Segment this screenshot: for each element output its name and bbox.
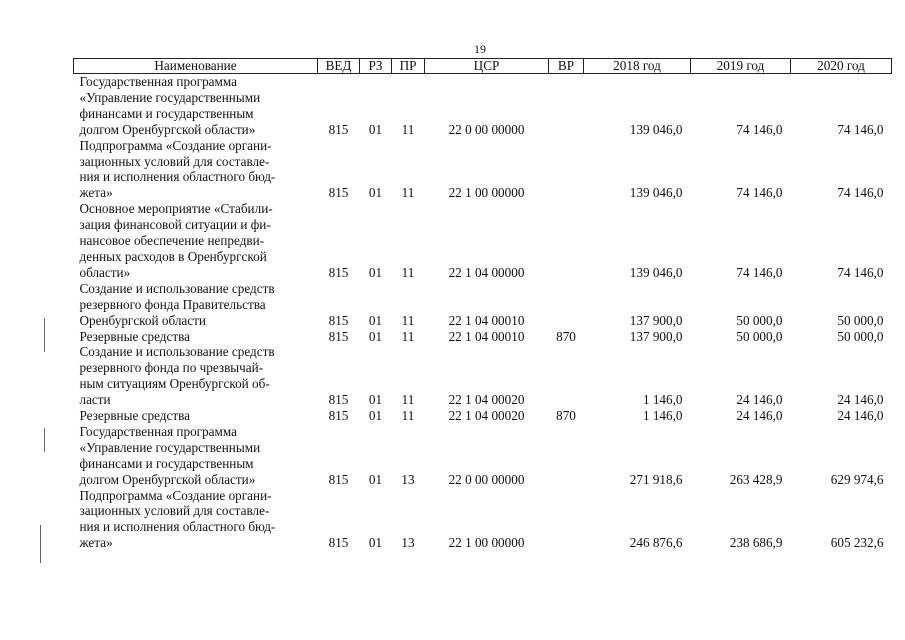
name-line: долгом Оренбургской области» bbox=[79, 121, 256, 137]
cell-csr: 22 0 00 00000 bbox=[448, 121, 525, 137]
cell-2019: 74 146,0 bbox=[736, 264, 783, 280]
name-line: Государственная программа bbox=[79, 74, 237, 89]
cell-pr: 11 bbox=[401, 185, 415, 201]
cell-rz: 01 bbox=[368, 328, 383, 344]
cell-2020: 74 146,0 bbox=[837, 185, 884, 201]
cell-pr: 11 bbox=[401, 312, 415, 328]
cell-ved: 815 bbox=[328, 328, 349, 344]
cell-2018: 139 046,0 bbox=[629, 264, 683, 280]
table-row bbox=[74, 424, 892, 488]
cell-name bbox=[74, 74, 318, 138]
cell-2019: 50 000,0 bbox=[736, 328, 783, 344]
cell-name bbox=[74, 201, 318, 281]
table-row bbox=[74, 138, 892, 202]
name-line: Создание и использование средств bbox=[79, 280, 275, 296]
name-line: Резервные средства bbox=[79, 408, 190, 424]
cell-ved: 815 bbox=[328, 121, 349, 137]
cell-2020: 74 146,0 bbox=[837, 121, 884, 137]
name-line: нансовое обеспечение непредви- bbox=[79, 233, 265, 249]
cell-pr: 11 bbox=[401, 264, 415, 280]
header-ved: ВЕД bbox=[318, 59, 360, 74]
cell-ved: 815 bbox=[328, 392, 349, 408]
cell-2020: 50 000,0 bbox=[837, 328, 884, 344]
cell-2018: 139 046,0 bbox=[629, 185, 683, 201]
cell-csr: 22 1 00 00000 bbox=[448, 535, 525, 551]
cell-2019: 50 000,0 bbox=[736, 312, 783, 328]
cell-2020: 629 974,6 bbox=[830, 471, 884, 487]
cell-csr: 22 1 04 00000 bbox=[448, 264, 525, 280]
cell-vr bbox=[549, 281, 584, 329]
cell-rz: 01 bbox=[368, 312, 383, 328]
cell-name bbox=[74, 344, 318, 408]
cell-csr: 22 1 04 00020 bbox=[448, 392, 525, 408]
name-line: финансами и государственным bbox=[79, 455, 254, 471]
cell-csr: 22 0 00 00000 bbox=[448, 471, 525, 487]
cell-rz: 01 bbox=[368, 535, 383, 551]
cell-2020: 50 000,0 bbox=[837, 312, 884, 328]
name-line: ния и исполнения областного бюд- bbox=[79, 169, 276, 185]
cell-vr: 870 bbox=[556, 328, 576, 344]
table-row bbox=[74, 74, 892, 138]
cell-2018: 139 046,0 bbox=[629, 121, 683, 137]
cell-vr bbox=[549, 201, 584, 281]
cell-vr: 870 bbox=[556, 408, 576, 424]
name-line: Подпрограмма «Создание органи- bbox=[79, 487, 272, 503]
cell-ved: 815 bbox=[328, 535, 349, 551]
cell-vr bbox=[549, 424, 584, 488]
table-row bbox=[74, 329, 892, 345]
cell-rz: 01 bbox=[368, 121, 383, 137]
cell-2020: 74 146,0 bbox=[837, 264, 884, 280]
table-header-row bbox=[74, 59, 892, 74]
budget-table bbox=[73, 58, 892, 551]
cell-2018: 1 146,0 bbox=[642, 408, 683, 424]
cell-rz: 01 bbox=[368, 408, 383, 424]
table-row bbox=[74, 488, 892, 552]
cell-2020: 24 146,0 bbox=[837, 408, 884, 424]
cell-rz: 01 bbox=[368, 185, 383, 201]
cell-ved: 815 bbox=[328, 264, 349, 280]
cell-name bbox=[74, 488, 318, 552]
name-line: ния и исполнения областного бюд- bbox=[79, 519, 276, 535]
name-line: ным ситуациям Оренбургской об- bbox=[79, 376, 270, 392]
cell-2018: 137 900,0 bbox=[629, 312, 683, 328]
name-line: Оренбургской области bbox=[79, 312, 206, 328]
name-line: жета» bbox=[79, 185, 113, 201]
header-2018: 2018 год bbox=[584, 59, 691, 74]
name-line: ласти bbox=[79, 392, 111, 408]
cell-name bbox=[74, 424, 318, 488]
cell-2018: 1 146,0 bbox=[642, 392, 683, 408]
header-vr: ВР bbox=[549, 59, 584, 74]
cell-2018: 137 900,0 bbox=[629, 328, 683, 344]
table-row bbox=[74, 344, 892, 408]
name-line: долгом Оренбургской области» bbox=[79, 471, 256, 487]
table-row bbox=[74, 281, 892, 329]
table-row bbox=[74, 408, 892, 424]
name-line: резервного фонда Правительства bbox=[79, 296, 266, 312]
scan-mark bbox=[40, 525, 41, 563]
table-row bbox=[74, 201, 892, 281]
name-line: жета» bbox=[79, 535, 113, 551]
header-name: Наименование bbox=[74, 59, 318, 74]
cell-rz: 01 bbox=[368, 471, 383, 487]
cell-csr: 22 1 00 00000 bbox=[448, 185, 525, 201]
cell-2018: 271 918,6 bbox=[629, 471, 683, 487]
header-csr: ЦСР bbox=[425, 59, 549, 74]
cell-ved: 815 bbox=[328, 408, 349, 424]
cell-vr bbox=[549, 488, 584, 552]
cell-rz: 01 bbox=[368, 264, 383, 280]
name-line: зационных условий для составле- bbox=[79, 153, 270, 169]
cell-2019: 263 428,9 bbox=[729, 471, 783, 487]
cell-name bbox=[74, 281, 318, 329]
name-line: резервного фонда по чрезвычай- bbox=[79, 360, 264, 376]
name-line: зация финансовой ситуации и фи- bbox=[79, 217, 271, 233]
name-line: денных расходов в Оренбургской bbox=[79, 248, 267, 264]
cell-name bbox=[74, 138, 318, 202]
cell-2020: 605 232,6 bbox=[830, 535, 884, 551]
name-line: Создание и использование средств bbox=[79, 344, 275, 360]
cell-name bbox=[74, 329, 318, 345]
cell-pr: 11 bbox=[401, 121, 415, 137]
cell-name bbox=[74, 408, 318, 424]
scan-mark bbox=[44, 428, 45, 452]
cell-ved: 815 bbox=[328, 471, 349, 487]
header-rz: РЗ bbox=[360, 59, 392, 74]
cell-2020: 24 146,0 bbox=[837, 392, 884, 408]
cell-rz: 01 bbox=[368, 392, 383, 408]
header-pr: ПР bbox=[392, 59, 425, 74]
cell-2018: 246 876,6 bbox=[629, 535, 683, 551]
name-line: Резервные средства bbox=[79, 328, 190, 344]
cell-pr: 11 bbox=[401, 328, 415, 344]
scan-mark bbox=[44, 318, 45, 352]
name-line: зационных условий для составле- bbox=[79, 503, 270, 519]
cell-vr bbox=[549, 344, 584, 408]
cell-csr: 22 1 04 00010 bbox=[448, 312, 525, 328]
cell-2019: 74 146,0 bbox=[736, 121, 783, 137]
cell-pr: 13 bbox=[401, 471, 415, 487]
name-line: области» bbox=[79, 264, 131, 280]
cell-vr bbox=[549, 138, 584, 202]
cell-pr: 11 bbox=[401, 392, 415, 408]
name-line: Основное мероприятие «Стабили- bbox=[79, 201, 273, 217]
cell-ved: 815 bbox=[328, 312, 349, 328]
name-line: финансами и государственным bbox=[79, 105, 254, 121]
name-line: «Управление государственными bbox=[79, 439, 261, 455]
table-body bbox=[74, 74, 892, 552]
name-line: Государственная программа bbox=[79, 423, 237, 439]
name-line: «Управление государственными bbox=[79, 89, 261, 105]
page-number: 19 bbox=[474, 42, 486, 56]
cell-2019: 74 146,0 bbox=[736, 185, 783, 201]
header-2019: 2019 год bbox=[691, 59, 791, 74]
cell-pr: 13 bbox=[401, 535, 415, 551]
cell-2019: 24 146,0 bbox=[736, 392, 783, 408]
cell-2019: 238 686,9 bbox=[729, 535, 783, 551]
cell-pr: 11 bbox=[401, 408, 415, 424]
cell-csr: 22 1 04 00020 bbox=[448, 408, 525, 424]
cell-2019: 24 146,0 bbox=[736, 408, 783, 424]
header-2020: 2020 год bbox=[791, 59, 892, 74]
name-line: Подпрограмма «Создание органи- bbox=[79, 137, 272, 153]
cell-ved: 815 bbox=[328, 185, 349, 201]
cell-vr bbox=[549, 74, 584, 138]
cell-csr: 22 1 04 00010 bbox=[448, 328, 525, 344]
